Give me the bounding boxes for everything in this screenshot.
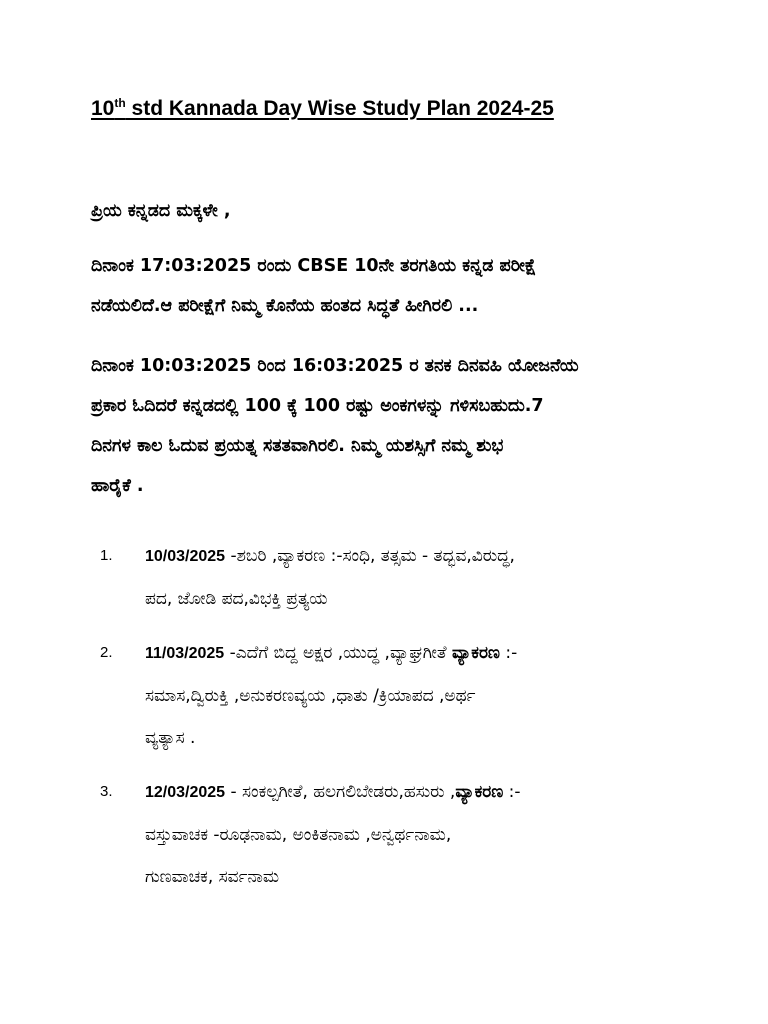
intro-line-1: ದಿನಾಂಕ 17:03:2025 ರಂದು CBSE 10ನೇ ತರಗತಿಯ ಕನ್ನಡ ಪರೀಕ್ಷೆ (91, 256, 537, 276)
list-item-line (145, 771, 768, 814)
day-wise-plan-list (0, 535, 768, 910)
list-item (0, 771, 768, 898)
plan-description-paragraph (91, 346, 579, 506)
plan-date: 12/03/2025 (145, 784, 226, 801)
plan-topics: - ಸಂಕಲ್ಪಗೀತೆ, ಹಲಗಲಿಬೇಡರು,ಹಸುರು , (225, 782, 456, 802)
list-item-line: ವ್ಯತ್ಯಾಸ . (145, 728, 196, 748)
list-number: 2. (100, 644, 113, 661)
page-title (91, 94, 554, 124)
list-item (0, 632, 768, 759)
title-text: std Kannada Day Wise Study Plan 2024-25 (125, 97, 554, 120)
description-line-1: ದಿನಾಂಕ 10:03:2025 ರಿಂದ 16:03:2025 ರ ತನಕ ದಿನವಹಿ ಯೋಜನೆಯ (91, 356, 579, 376)
title-grade: 10 (91, 97, 115, 120)
plan-date: 11/03/2025 (145, 645, 225, 662)
intro-paragraph (91, 246, 536, 326)
list-number: 1. (100, 547, 113, 564)
list-item-line: ಗುಣವಾಚಕ, ಸರ್ವನಾಮ (145, 867, 280, 887)
grammar-label: ವ್ಯಾಕರಣ (452, 643, 500, 663)
greeting: ಪ್ರಿಯ ಕನ್ನಡದ ಮಕ್ಕಳೇ , (91, 201, 231, 221)
plan-date: 10/03/2025 (145, 548, 226, 565)
list-item-line: ವಸ್ತುವಾಚಕ -ರೂಢನಾಮ, ಅಂಕಿತನಾಮ ,ಅನ್ವರ್ಥನಾಮ, (145, 825, 452, 845)
plan-topics-suffix: :- (500, 643, 518, 663)
list-number: 3. (100, 783, 113, 800)
intro-line-2: ನಡೆಯಲಿದೆ.ಆ ಪರೀಕ್ಷೆಗೆ ನಿಮ್ಮ ಕೊನೆಯ ಹಂತದ ಸಿದ್ಧತೆ ಹೀಗಿರಲಿ ... (91, 296, 479, 316)
plan-topics: -ಶಬರಿ ,ವ್ಯಾಕರಣ :-ಸಂಧಿ, ತತ್ಸಮ - ತದ್ಭವ,ವಿರುದ್ಧ, (225, 546, 515, 566)
list-item-line: ಪದ, ಜೋಡಿ ಪದ,ವಿಭಕ್ತಿ ಪ್ರತ್ಯಯ (145, 589, 328, 609)
description-line-2: ಪ್ರಕಾರ ಓದಿದರೆ ಕನ್ನಡದಲ್ಲಿ 100 ಕ್ಕೆ 100 ರಷ್ಟು ಅಂಕಗಳನ್ನು ಗಳಿಸಬಹುದು.7 (91, 396, 544, 416)
plan-topics: -ಎದೆಗೆ ಬಿದ್ದ ಅಕ್ಷರ ,ಯುದ್ಧ ,ವ್ಯಾಘ್ರಗೀತೆ (224, 643, 453, 663)
description-line-4: ಹಾರೈಕೆ . (91, 476, 144, 496)
list-item (0, 535, 768, 620)
list-item-line (145, 632, 768, 675)
plan-topics-suffix: :- (503, 782, 521, 802)
grammar-label: ವ್ಯಾಕರಣ (455, 782, 504, 802)
list-item-line: ಸಮಾಸ,ದ್ವಿರುಕ್ತಿ ,ಅನುಕರಣವ್ಯಯ ,ಧಾತು /ಕ್ರಿಯಾಪದ ,ಅರ್ಥ (145, 686, 476, 706)
list-item-line (145, 535, 768, 578)
title-ordinal-suffix: th (114, 96, 126, 110)
description-line-3: ದಿನಗಳ ಕಾಲ ಓದುವ ಪ್ರಯತ್ನ ಸತತವಾಗಿರಲಿ. ನಿಮ್ಮ ಯಶಸ್ಸಿಗೆ ನಮ್ಮ ಶುಭ (91, 436, 504, 456)
